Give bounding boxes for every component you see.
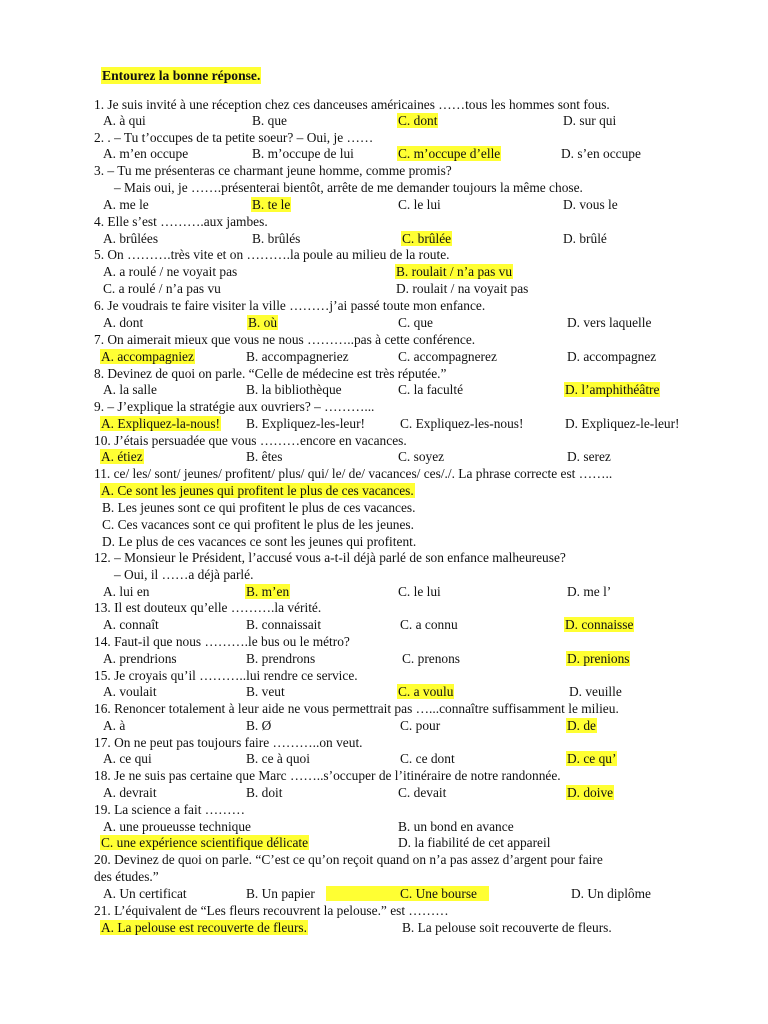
- question-text: 4. Elle s’est ……….aux jambes.: [94, 214, 268, 229]
- answer-option-label: C. brûlée: [402, 231, 452, 246]
- question-text: C. Ces vacances sont ce qui profitent le plus de les jeunes.: [102, 517, 414, 532]
- answer-option[interactable]: [102, 583, 151, 600]
- answer-option[interactable]: [245, 717, 272, 734]
- answer-option[interactable]: [399, 750, 456, 767]
- answer-option[interactable]: [251, 230, 301, 247]
- answer-option[interactable]: [102, 230, 159, 247]
- answer-option-label: D. sur qui: [563, 113, 617, 128]
- answer-option[interactable]: [397, 448, 445, 465]
- question-text: 3. – Tu me présenteras ce charmant jeune homme, comme promis?: [94, 163, 452, 178]
- answer-option[interactable]: [570, 885, 652, 902]
- question-text: 18. Je ne suis pas certaine que Marc ……..s’occuper de l’itinéraire de notre randonnée.: [94, 768, 561, 783]
- answer-option-label: B. connaissait: [246, 617, 322, 632]
- answer-option-label: A. à qui: [103, 113, 146, 128]
- answer-option-label: A. dont: [103, 315, 144, 330]
- answer-option-label: B. ce à quoi: [246, 751, 310, 766]
- answer-option-highlighted[interactable]: [100, 482, 415, 499]
- answer-option-label: D. serez: [567, 449, 611, 464]
- answer-option-label: B. m’occupe de lui: [252, 146, 354, 161]
- answer-option[interactable]: [566, 314, 652, 331]
- answer-option-label: C. Une bourse: [400, 886, 477, 901]
- answer-option[interactable]: [397, 196, 442, 213]
- answer-option-label: D. ce qu’: [567, 751, 617, 766]
- answer-option-label: C. prenons: [402, 651, 461, 666]
- answer-option-label: D. l’amphithéâtre: [565, 382, 660, 397]
- answer-option[interactable]: [251, 145, 355, 162]
- answer-option-label: B. un bond en avance: [398, 819, 514, 834]
- answer-option-label: D. prenions: [567, 651, 630, 666]
- question-text: 1. Je suis invité à une réception chez ces danceuses américaines ……tous les hommes sont fous.: [94, 97, 610, 112]
- answer-option[interactable]: [102, 263, 238, 280]
- answer-option[interactable]: [102, 112, 147, 129]
- question-text: 10. J’étais persuadée que vous ………encore en vacances.: [94, 433, 407, 448]
- answer-option[interactable]: [245, 348, 350, 365]
- answer-option[interactable]: [102, 818, 252, 835]
- answer-option[interactable]: [397, 834, 551, 851]
- answer-option-label: D. de: [567, 718, 597, 733]
- question-text: 11. ce/ les/ sont/ jeunes/ profitent/ plus/ qui/ le/ de/ vacances/ ces/./. La phrase correcte est ……..: [94, 466, 613, 481]
- answer-option[interactable]: [102, 750, 153, 767]
- answer-option-highlighted[interactable]: [397, 145, 501, 162]
- answer-option[interactable]: [397, 784, 447, 801]
- question-text: – Mais oui, je …….présenterai bientôt, arrête de me demander toujours la même chose.: [114, 180, 583, 195]
- answer-option-highlighted[interactable]: [397, 112, 438, 129]
- question-text: 16. Renoncer totalement à leur aide ne vous permettrait pas …...connaître suffisamment le milieu.: [94, 701, 619, 716]
- answer-option-label: C. ce dont: [400, 751, 455, 766]
- question-text: 8. Devinez de quoi on parle. “Celle de médecine est très réputée.”: [94, 366, 447, 381]
- answer-option-label: C. une expérience scientifique délicate: [101, 835, 309, 850]
- answer-option-label: A. voulait: [103, 684, 157, 699]
- answer-option-highlighted[interactable]: [245, 583, 290, 600]
- answer-option-label: A. Un certificat: [103, 886, 187, 901]
- answer-option-label: C. que: [398, 315, 433, 330]
- answer-option[interactable]: [562, 230, 608, 247]
- answer-option-highlighted[interactable]: [100, 448, 144, 465]
- answer-option-label: C. m’occupe d’elle: [398, 146, 501, 161]
- answer-option-label: B. Ø: [246, 718, 272, 733]
- answer-option-label: C. soyez: [398, 449, 445, 464]
- answer-option[interactable]: [401, 650, 461, 667]
- answer-option[interactable]: [102, 717, 126, 734]
- worksheet-title: Entourez la bonne réponse.: [102, 68, 261, 83]
- answer-option-label: C. a roulé / n’a pas vu: [103, 281, 221, 296]
- answer-option-label: B. prendrons: [246, 651, 316, 666]
- answer-option-label: A. à: [103, 718, 126, 733]
- answer-option-label: B. veut: [246, 684, 285, 699]
- answer-option-highlighted[interactable]: [251, 196, 291, 213]
- answer-option-label: B. où: [248, 315, 278, 330]
- answer-option-label: B. doit: [246, 785, 283, 800]
- answer-option-label: A. étiez: [101, 449, 143, 464]
- answer-option-label: A. La pelouse est recouverte de fleurs.: [101, 920, 307, 935]
- answer-option-label: A. Ce sont les jeunes qui profitent le plus de ces vacances.: [101, 483, 414, 498]
- question-text: 19. La science a fait ………: [94, 802, 245, 817]
- answer-option-label: B. te le: [252, 197, 291, 212]
- answer-option-label: C. la faculté: [398, 382, 464, 397]
- answer-option[interactable]: [399, 415, 524, 432]
- answer-option[interactable]: [566, 583, 612, 600]
- answer-option-highlighted[interactable]: [566, 717, 597, 734]
- answer-option-label: D. s’en occupe: [561, 146, 641, 161]
- answer-option-label: A. la salle: [103, 382, 157, 397]
- answer-option[interactable]: [102, 196, 150, 213]
- answer-option-label: C. le lui: [398, 197, 441, 212]
- answer-option-label: B. accompagneriez: [246, 349, 349, 364]
- answer-option-highlighted[interactable]: [395, 263, 513, 280]
- answer-option[interactable]: [564, 415, 681, 432]
- question-text: D. Le plus de ces vacances ce sont les jeunes qui profitent.: [102, 534, 417, 549]
- answer-option-label: B. roulait / n’a pas vu: [396, 264, 513, 279]
- answer-option[interactable]: [562, 196, 619, 213]
- answer-option-label: C. pour: [400, 718, 441, 733]
- answer-option[interactable]: [562, 112, 617, 129]
- answer-option-highlighted[interactable]: [564, 616, 634, 633]
- answer-option-highlighted[interactable]: [566, 650, 630, 667]
- answer-option-label: A. prendrions: [103, 651, 177, 666]
- answer-option-label: A. devrait: [103, 785, 157, 800]
- answer-option-label: A. ce qui: [103, 751, 152, 766]
- question-text: – Oui, il ……a déjà parlé.: [114, 567, 254, 582]
- question-text: 12. – Monsieur le Président, l’accusé vous a-t-il déjà parlé de son enfance malheureuse?: [94, 550, 566, 565]
- answer-option-label: D. Un diplôme: [571, 886, 651, 901]
- answer-option-highlighted[interactable]: [100, 348, 195, 365]
- answer-option-label: C. a connu: [400, 617, 458, 632]
- answer-option-label: C. le lui: [398, 584, 441, 599]
- answer-option-label: A. connaît: [103, 617, 159, 632]
- answer-option[interactable]: [245, 415, 366, 432]
- answer-option-label: B. brûlés: [252, 231, 301, 246]
- answer-option-label: B. la bibliothèque: [246, 382, 342, 397]
- answer-option[interactable]: [245, 784, 283, 801]
- answer-option-label: B. êtes: [246, 449, 283, 464]
- answer-option-label: D. connaisse: [565, 617, 634, 632]
- question-text: 5. On ……….très vite et on ……….la poule au milieu de la route.: [94, 247, 450, 262]
- answer-option-label: D. me l’: [567, 584, 612, 599]
- answer-option-label: A. me le: [103, 197, 149, 212]
- answer-option[interactable]: [399, 717, 441, 734]
- answer-option[interactable]: [397, 348, 498, 365]
- answer-option[interactable]: [395, 280, 529, 297]
- answer-option[interactable]: [245, 381, 343, 398]
- question-text: 2. . – Tu t’occupes de ta petite soeur? – Oui, je ……: [94, 130, 374, 145]
- answer-option[interactable]: [102, 616, 160, 633]
- answer-option-highlighted[interactable]: [100, 834, 309, 851]
- answer-option-label: B. que: [252, 113, 287, 128]
- question-text: B. Les jeunes sont ce qui profitent le plus de ces vacances.: [102, 500, 416, 515]
- answer-option[interactable]: [102, 381, 158, 398]
- answer-option[interactable]: [397, 381, 464, 398]
- question-text: 20. Devinez de quoi on parle. “C’est ce qu’on reçoit quand on n’a pas assez d’argent pour faire: [94, 852, 603, 867]
- answer-option[interactable]: [245, 448, 283, 465]
- answer-option-label: B. La pelouse soit recouverte de fleurs.: [402, 920, 612, 935]
- answer-option-label: D. vous le: [563, 197, 618, 212]
- answer-option-label: A. Expliquez-la-nous!: [101, 416, 220, 431]
- answer-option-label: A. accompagniez: [101, 349, 194, 364]
- answer-option-label: D. accompagnez: [567, 349, 657, 364]
- question-text: 13. Il est douteux qu’elle ……….la vérité.: [94, 600, 322, 615]
- answer-option[interactable]: [245, 683, 286, 700]
- answer-option-label: A. brûlées: [103, 231, 159, 246]
- answer-option-label: D. Expliquez-le-leur!: [565, 416, 680, 431]
- question-text: des études.”: [94, 869, 159, 884]
- answer-option[interactable]: [251, 112, 288, 129]
- answer-option[interactable]: [245, 885, 316, 902]
- answer-option[interactable]: [102, 784, 158, 801]
- answer-option[interactable]: [397, 818, 515, 835]
- answer-option-label: D. la fiabilité de cet appareil: [398, 835, 551, 850]
- answer-option-highlighted[interactable]: [564, 381, 660, 398]
- answer-option[interactable]: [245, 750, 311, 767]
- answer-option[interactable]: [397, 314, 434, 331]
- answer-option-label: C. accompagnerez: [398, 349, 497, 364]
- answer-option[interactable]: [566, 348, 657, 365]
- answer-option-label: D. veuille: [569, 684, 622, 699]
- answer-option-label: B. Expliquez-les-leur!: [246, 416, 365, 431]
- answer-option-highlighted[interactable]: [397, 683, 454, 700]
- question-text: 17. On ne peut pas toujours faire ………..on veut.: [94, 735, 363, 750]
- answer-option[interactable]: [102, 683, 158, 700]
- answer-option[interactable]: [102, 145, 189, 162]
- answer-option-label: C. Expliquez-les-nous!: [400, 416, 524, 431]
- answer-option-label: D. brûlé: [563, 231, 607, 246]
- answer-option-label: A. lui en: [103, 584, 150, 599]
- answer-option-label: B. Un papier: [246, 886, 315, 901]
- question-text: 21. L’équivalent de “Les fleurs recouvrent la pelouse.” est ………: [94, 903, 449, 918]
- answer-option[interactable]: [401, 919, 613, 936]
- answer-option-label: A. a roulé / ne voyait pas: [103, 264, 238, 279]
- answer-option[interactable]: [245, 616, 322, 633]
- answer-option[interactable]: [566, 448, 612, 465]
- answer-option-label: A. m’en occupe: [103, 146, 189, 161]
- answer-option-label: A. une proueusse technique: [103, 819, 251, 834]
- answer-option[interactable]: [102, 885, 188, 902]
- question-text: 6. Je voudrais te faire visiter la ville ………j’ai passé toute mon enfance.: [94, 298, 486, 313]
- answer-option-highlighted[interactable]: [247, 314, 278, 331]
- answer-option-label: D. vers laquelle: [567, 315, 652, 330]
- answer-option-highlighted[interactable]: [566, 750, 617, 767]
- answer-option-label: C. a voulu: [398, 684, 454, 699]
- answer-option-highlighted[interactable]: [100, 919, 308, 936]
- question-text: 14. Faut-il que nous ……….le bus ou le métro?: [94, 634, 350, 649]
- answer-option-label: D. roulait / na voyait pas: [396, 281, 529, 296]
- answer-option-label: B. m’en: [246, 584, 290, 599]
- question-text: 7. On aimerait mieux que vous ne nous ………..pas à cette conférence.: [94, 332, 476, 347]
- answer-option[interactable]: [102, 280, 222, 297]
- answer-option-highlighted[interactable]: [401, 230, 452, 247]
- answer-option-label: C. dont: [398, 113, 438, 128]
- answer-option-label: D. doive: [567, 785, 614, 800]
- answer-option[interactable]: [102, 650, 178, 667]
- answer-option[interactable]: [399, 616, 459, 633]
- answer-option[interactable]: [102, 314, 144, 331]
- answer-option[interactable]: [568, 683, 623, 700]
- answer-option[interactable]: [397, 583, 442, 600]
- answer-option-highlighted[interactable]: [100, 415, 221, 432]
- answer-option[interactable]: [560, 145, 642, 162]
- question-text: 15. Je croyais qu’il ………..lui rendre ce service.: [94, 668, 358, 683]
- answer-option[interactable]: [399, 885, 478, 902]
- answer-option-label: C. devait: [398, 785, 447, 800]
- answer-option[interactable]: [245, 650, 316, 667]
- answer-option-highlighted[interactable]: [566, 784, 614, 801]
- question-text: 9. – J’explique la stratégie aux ouvriers? – ………...: [94, 399, 375, 414]
